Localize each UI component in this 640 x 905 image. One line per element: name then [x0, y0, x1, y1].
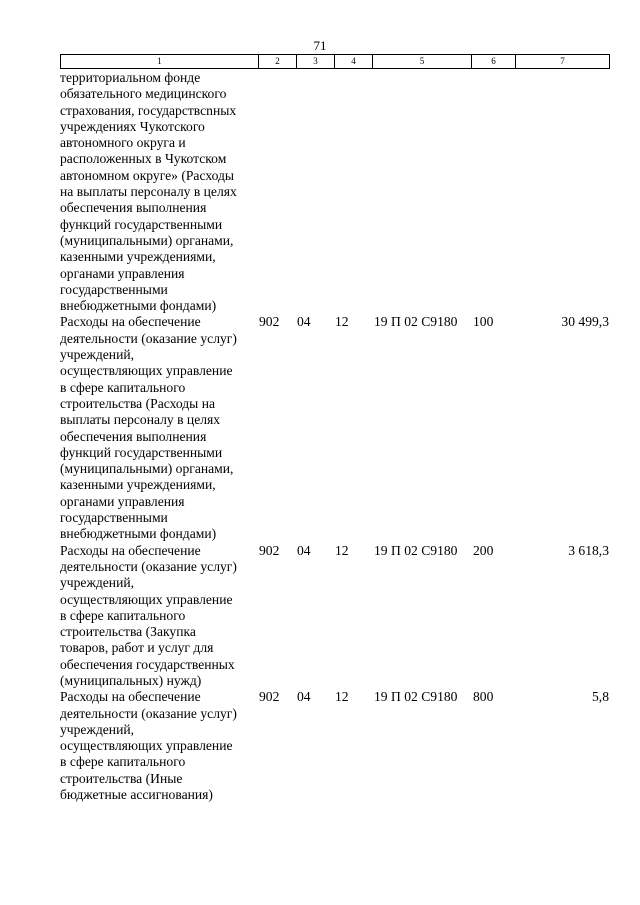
target-article-code: 19 П 02 С9180: [374, 542, 458, 558]
description-line: осуществляющих управление: [60, 738, 233, 754]
expense-description: [60, 70, 256, 314]
subsection-code: 12: [335, 542, 349, 558]
description-line: строительства (Закупка: [60, 624, 196, 640]
expense-type-code: 800: [473, 689, 494, 705]
header-cell: 6: [472, 55, 516, 69]
description-line: функций государственными: [60, 444, 223, 460]
header-cell: 3: [297, 55, 335, 69]
expense-description: [60, 543, 256, 690]
table-row: [60, 689, 620, 803]
description-line: государственными: [60, 281, 168, 297]
description-line: обязательного медицинского: [60, 86, 227, 102]
amount: 5,8: [592, 689, 609, 705]
subsection-code: 12: [335, 314, 349, 330]
column-number-header: [60, 54, 610, 69]
table-row: [60, 70, 620, 314]
description-line: осуществляющих управление: [60, 363, 233, 379]
amount: 3 618,3: [568, 542, 609, 558]
page-number: 71: [313, 38, 327, 53]
description-line: внебюджетными фондами): [60, 298, 217, 314]
description-line: территориальном фонде: [60, 70, 201, 85]
description-line: осуществляющих управление: [60, 591, 233, 607]
description-line: деятельности (оказание услуг): [60, 330, 237, 346]
description-line: на выплаты персоналу в целях: [60, 184, 237, 200]
description-line: Расходы на обеспечение: [60, 542, 201, 558]
grbs-code: 902: [259, 689, 280, 705]
section-code: 04: [297, 542, 311, 558]
description-line: строительства (Расходы на: [60, 395, 216, 411]
description-line: внебюджетными фондами): [60, 526, 217, 542]
expense-description: [60, 689, 256, 803]
description-line: в сфере капитального: [60, 754, 186, 770]
header-cell: 5: [373, 55, 472, 69]
description-line: (муниципальными) органами,: [60, 461, 234, 477]
description-line: автономном округе» (Расходы: [60, 167, 235, 183]
description-line: казенными учреждениями,: [60, 477, 216, 493]
expense-type-code: 100: [473, 314, 494, 330]
description-line: государственными: [60, 510, 168, 526]
description-line: органами управления: [60, 265, 185, 281]
header-cell: 1: [61, 55, 259, 69]
description-line: учреждений,: [60, 721, 135, 737]
table-row: [60, 543, 620, 690]
description-line: бюджетные ассигнования): [60, 787, 213, 803]
description-line: органами управления: [60, 493, 185, 509]
amount: 30 499,3: [561, 314, 609, 330]
description-line: выплаты персоналу в целях: [60, 412, 221, 428]
description-line: учреждениях Чукотского: [60, 118, 205, 134]
description-line: строительства (Иные: [60, 770, 183, 786]
header-cell: 2: [259, 55, 297, 69]
expense-type-code: 200: [473, 542, 494, 558]
description-line: Расходы на обеспечение: [60, 689, 201, 705]
description-line: учреждений,: [60, 575, 135, 591]
description-line: (муниципальных) нужд): [60, 672, 202, 688]
subsection-code: 12: [335, 689, 349, 705]
description-line: обеспечения выполнения: [60, 200, 207, 216]
header-cell: 4: [335, 55, 373, 69]
description-line: в сфере капитального: [60, 379, 186, 395]
description-line: товаров, работ и услуг для: [60, 640, 214, 656]
description-line: казенными учреждениями,: [60, 249, 216, 265]
description-line: обеспечения государственных: [60, 656, 235, 672]
description-line: Расходы на обеспечение: [60, 314, 201, 330]
description-line: деятельности (оказание услуг): [60, 705, 237, 721]
description-line: (муниципальными) органами,: [60, 232, 234, 248]
description-line: автономного округа и: [60, 135, 186, 151]
description-line: функций государственными: [60, 216, 223, 232]
description-line: страхования, государствсnных: [60, 102, 237, 118]
description-line: деятельности (оказание услуг): [60, 558, 237, 574]
header-row: [61, 55, 610, 69]
description-line: в сфере капитального: [60, 607, 186, 623]
expense-description: [60, 314, 256, 542]
budget-table-body: [60, 70, 620, 803]
section-code: 04: [297, 314, 311, 330]
header-cell: 7: [516, 55, 610, 69]
target-article-code: 19 П 02 С9180: [374, 689, 458, 705]
grbs-code: 902: [259, 542, 280, 558]
target-article-code: 19 П 02 С9180: [374, 314, 458, 330]
description-line: учреждений,: [60, 347, 135, 363]
table-row: [60, 314, 620, 542]
grbs-code: 902: [259, 314, 280, 330]
section-code: 04: [297, 689, 311, 705]
description-line: обеспечения выполнения: [60, 428, 207, 444]
description-line: расположенных в Чукотском: [60, 151, 227, 167]
